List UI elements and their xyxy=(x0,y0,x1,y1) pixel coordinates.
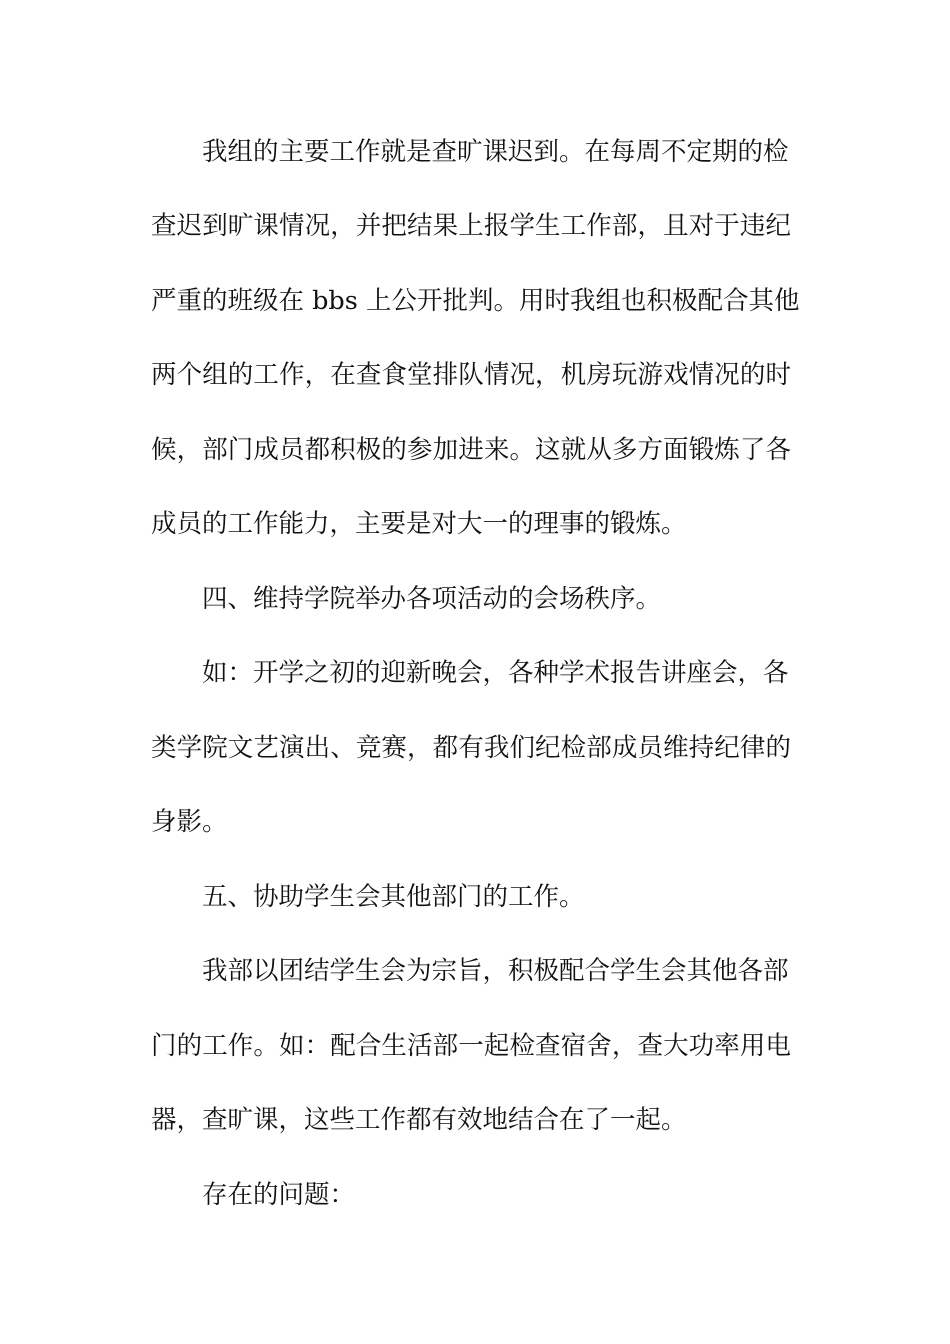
paragraph-line: 严重的班级在 bbs 上公开批判。用时我组也积极配合其他 xyxy=(151,286,800,316)
paragraph-line: 身影。 xyxy=(151,807,228,837)
section-heading: 五、协助学生会其他部门的工作。 xyxy=(202,882,585,912)
paragraph-line: 我组的主要工作就是查旷课迟到。在每周不定期的检 xyxy=(202,137,789,167)
paragraph-line: 候，部门成员都积极的参加进来。这就从多方面锻炼了各 xyxy=(151,435,791,465)
section-heading: 存在的问题： xyxy=(202,1180,356,1210)
paragraph-line: 类学院文艺演出、竞赛，都有我们纪检部成员维持纪律的 xyxy=(151,733,791,763)
paragraph-line: 如：开学之初的迎新晚会，各种学术报告讲座会，各 xyxy=(202,658,789,688)
paragraph-line: 器，查旷课，这些工作都有效地结合在了一起。 xyxy=(151,1105,687,1135)
section-heading: 四、维持学院举办各项活动的会场秩序。 xyxy=(202,584,662,614)
paragraph-line: 门的工作。如：配合生活部一起检查宿舍，查大功率用电 xyxy=(151,1031,791,1061)
paragraph-line: 成员的工作能力，主要是对大一的理事的锻炼。 xyxy=(151,509,687,539)
paragraph-line: 查迟到旷课情况，并把结果上报学生工作部，且对于违纪 xyxy=(151,211,791,241)
paragraph-line: 我部以团结学生会为宗旨，积极配合学生会其他各部 xyxy=(202,956,789,986)
paragraph-line: 两个组的工作，在查食堂排队情况，机房玩游戏情况的时 xyxy=(151,360,791,390)
